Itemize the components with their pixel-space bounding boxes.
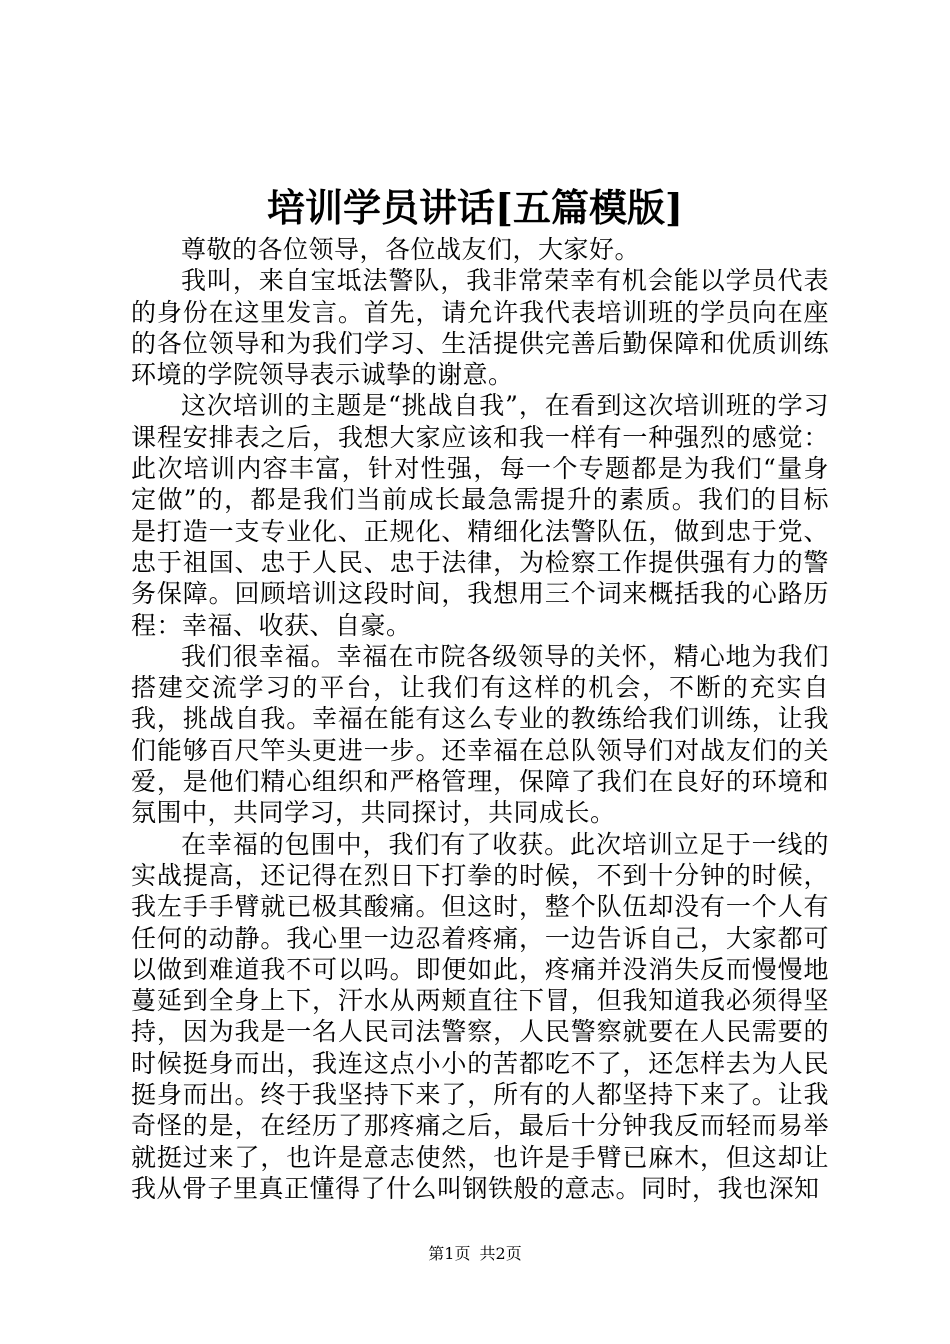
paragraph-happiness: 我们很幸福。幸福在市院各级领导的关怀，精心地为我们搭建交流学习的平台，让我们有这样的机会，不断的充实自我，挑战自我。幸福在能有这么专业的教练给我们训练，让我们能够百尺竿头更进一步。还幸福在总队领导们对战友们的关爱，是他们精心组织和严格管理，保障了我们在良好的环境和氛围中，共同学习，共同探讨，共同成长。 (131, 641, 829, 828)
page-footer (0, 1244, 950, 1264)
paragraph-greeting: 尊敬的各位领导，各位战友们，大家好。 (181, 235, 641, 264)
document-body (131, 234, 829, 1204)
paragraph-training-theme: 这次培训的主题是“挑战自我”，在看到这次培训班的学习课程安排表之后，我想大家应该和我一样有一种强烈的感觉：此次培训内容丰富，针对性强，每一个专题都是为我们“量身定做”的，都是我们当前成长最急需提升的素质。我们的目标是打造一支专业化、正规化、精细化法警队伍，做到忠于党、忠于祖国、忠于人民、忠于法律，为检察工作提供强有力的警务保障。回顾培训这段时间，我想用三个词来概括我的心路历程：幸福、收获、自豪。 (131, 391, 829, 640)
page-total: 共2页 (479, 1244, 522, 1263)
page-number: 第1页 (428, 1244, 471, 1263)
paragraph-harvest: 在幸福的包围中，我们有了收获。此次培训立足于一线的实战提高，还记得在烈日下打拳的时候，不到十分钟的时候，我左手手臂就已极其酸痛。但这时，整个队伍却没有一个人有任何的动静。我心里一边忍着疼痛，一边告诉自己，大家都可以做到难道我不可以吗。即便如此，疼痛并没消失反而慢慢地蔓延到全身上下，汗水从两颊直往下冒，但我知道我必须得坚持，因为我是一名人民司法警察，人民警察就要在人民需要的时候挺身而出，我连这点小小的苦都吃不了，还怎样去为人民挺身而出。终于我坚持下来了，所有的人都坚持下来了。让我奇怪的是，在经历了那疼痛之后，最后十分钟我反而轻而易举就挺过来了，也许是意志使然，也许是手臂已麻木，但这却让我从骨子里真正懂得了什么叫钢铁般的意志。同时，我也深知 (131, 829, 829, 1203)
document-title: 培训学员讲话[五篇模版] (267, 185, 683, 230)
paragraph-introduction: 我叫，来自宝坻法警队，我非常荣幸有机会能以学员代表的身份在这里发言。首先，请允许我代表培训班的学员向在座的各位领导和为我们学习、生活提供完善后勤保障和优质训练环境的学院领导表示诚挚的谢意。 (131, 266, 829, 390)
